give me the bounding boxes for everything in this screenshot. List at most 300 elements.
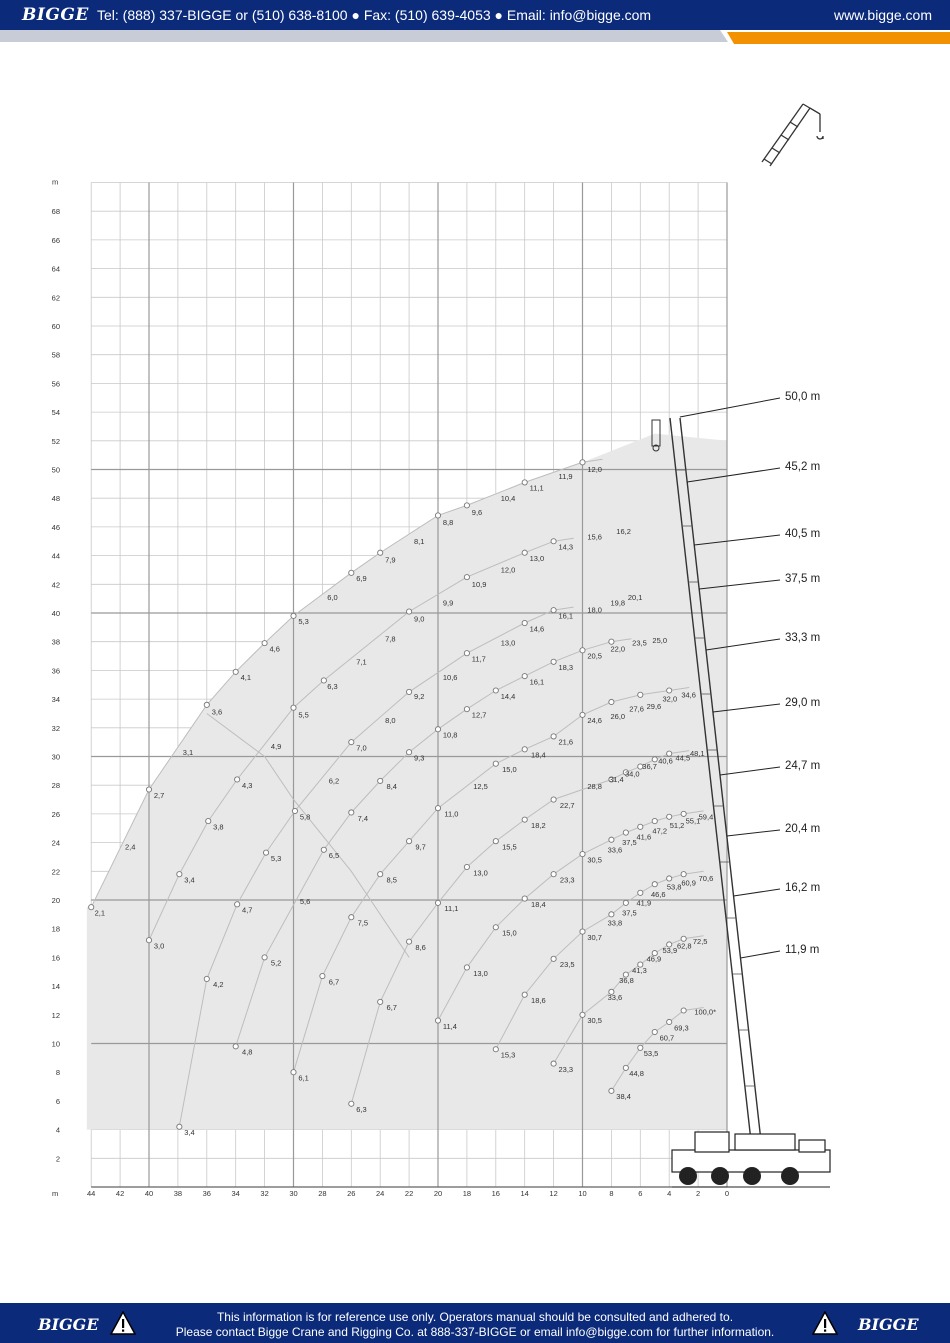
data-point [407, 939, 412, 944]
data-point [522, 620, 527, 625]
point-label: 30,5 [587, 1016, 602, 1026]
data-point [522, 480, 527, 485]
point-label: 55,1 [685, 816, 701, 826]
point-label: 12,0 [500, 565, 516, 575]
y-tick-label: 66 [51, 235, 60, 245]
contact-info: Tel: (888) 337-BIGGE or (510) 638-8100 ● Fax: (510) 639-4053 ● Email: info@bigge.com [97, 7, 652, 23]
data-point [262, 955, 267, 960]
point-label: 7,4 [357, 813, 369, 823]
point-label: 11,4 [442, 1021, 457, 1031]
point-label: 2,4 [124, 842, 136, 852]
data-point [435, 1018, 440, 1023]
x-tick-label: 22 [404, 1189, 414, 1198]
data-point [378, 778, 383, 783]
x-tick-label: 32 [260, 1189, 269, 1198]
x-tick-label: 24 [376, 1189, 385, 1198]
point-label: 3,4 [184, 1128, 195, 1138]
data-point [292, 808, 297, 813]
point-label: 4,2 [213, 980, 224, 990]
y-tick-label: 64 [51, 264, 60, 274]
point-label: 18,2 [531, 820, 546, 830]
point-label: 23,5 [632, 638, 647, 648]
crane-wheel [781, 1167, 799, 1185]
point-label: 70,6 [698, 874, 714, 884]
y-tick-label: 36 [51, 666, 60, 676]
point-label: 9,2 [413, 691, 425, 701]
point-label: 19,8 [610, 598, 626, 608]
data-point [320, 973, 325, 978]
y-tick-label: 54 [51, 408, 60, 418]
point-label: 15,5 [502, 842, 517, 852]
point-label: 8,4 [386, 782, 397, 792]
point-label: 2,7 [153, 790, 165, 800]
y-tick-label: 32 [51, 723, 60, 733]
point-label: 72,5 [692, 937, 708, 947]
point-label: 9,0 [413, 614, 425, 624]
point-label: 21,6 [558, 737, 574, 747]
data-point [652, 882, 657, 887]
point-label: 33,6 [607, 845, 623, 855]
x-tick-label: 42 [115, 1189, 125, 1198]
point-label: 16,1 [529, 677, 545, 687]
y-tick-label: 6 [55, 1096, 60, 1106]
data-point [464, 707, 469, 712]
data-point [522, 674, 527, 679]
data-point [407, 689, 412, 694]
point-label: 18,6 [531, 996, 546, 1006]
data-point [493, 925, 498, 930]
data-point [291, 705, 296, 710]
data-point [681, 872, 686, 877]
point-label: 4,6 [269, 644, 280, 654]
data-point [551, 539, 556, 544]
data-point [235, 902, 240, 907]
data-point [146, 787, 151, 792]
point-label: 5,3 [298, 617, 309, 627]
x-axis-ticks [87, 1189, 729, 1198]
data-point [291, 1070, 296, 1075]
point-label: 5,6 [299, 897, 311, 906]
crane-wheel [743, 1167, 761, 1185]
point-label: 9,6 [471, 508, 483, 518]
point-label: 12,5 [473, 782, 488, 792]
data-point [667, 814, 672, 819]
data-point [233, 1044, 238, 1049]
data-point [551, 734, 556, 739]
y-tick-label: 28 [51, 781, 60, 791]
point-label: 8,0 [385, 716, 396, 726]
point-label: 20,1 [627, 592, 643, 602]
point-label: 16,2 [616, 526, 631, 536]
point-label: 18,3 [558, 663, 574, 673]
data-point [551, 956, 556, 961]
point-label: 8,1 [413, 536, 425, 546]
point-label: 36,7 [642, 762, 657, 772]
point-label: 34,6 [681, 690, 696, 700]
point-label: 9,3 [413, 753, 425, 763]
y-tick-label: 20 [51, 896, 60, 905]
point-label: 32,0 [662, 694, 678, 704]
point-label: 3,8 [213, 822, 224, 832]
y-tick-label: 62 [51, 293, 60, 303]
data-point [493, 688, 498, 693]
point-label: 4,3 [242, 780, 253, 790]
bigge-logo: BIGGE [22, 5, 89, 25]
y-tick-label: 24 [51, 838, 60, 848]
boom-length-label: 40,5 m [785, 528, 821, 540]
point-label: 44,5 [675, 753, 691, 763]
point-label: 10,9 [471, 579, 487, 589]
data-point [493, 1047, 498, 1052]
point-label: 4,7 [242, 905, 253, 915]
data-point [407, 750, 412, 755]
point-label: 14,3 [558, 542, 574, 552]
data-point [609, 699, 614, 704]
x-tick-label: 18 [462, 1189, 472, 1198]
data-point [580, 929, 585, 934]
point-label: 29,6 [646, 701, 662, 711]
point-label: 7,9 [385, 555, 396, 565]
point-label: 4,1 [240, 673, 252, 683]
point-label: 6,3 [327, 681, 338, 691]
point-label: 15,6 [587, 532, 602, 542]
data-point [407, 839, 412, 844]
x-tick-label: 4 [667, 1189, 672, 1198]
data-point [522, 747, 527, 752]
data-point [177, 1124, 182, 1129]
point-label: 8,5 [386, 875, 397, 885]
point-label: 6,9 [356, 574, 367, 584]
point-label: 6,7 [386, 1003, 397, 1013]
y-tick-label: 26 [51, 809, 60, 819]
y-tick-label: 18 [51, 924, 60, 934]
data-point [89, 905, 94, 910]
point-label: 14,6 [529, 624, 545, 634]
data-point [681, 1008, 686, 1013]
point-label: 11,7 [471, 654, 486, 664]
point-label: 23,3 [558, 1064, 574, 1074]
point-label: 7,0 [356, 743, 367, 753]
x-tick-label: 12 [549, 1189, 558, 1198]
x-tick-label: 10 [578, 1189, 587, 1198]
point-label: 18,4 [531, 750, 546, 760]
data-point [204, 702, 209, 707]
point-label: 3,6 [211, 707, 223, 717]
point-label: 13,0 [473, 868, 488, 878]
data-point [464, 651, 469, 656]
point-label: 9,9 [442, 598, 454, 608]
data-point [638, 824, 643, 829]
data-point [321, 678, 326, 683]
y-tick-label: 56 [51, 379, 60, 389]
point-label: 30,7 [587, 932, 602, 942]
data-point [580, 851, 585, 856]
data-point [522, 896, 527, 901]
point-label: 12,0 [587, 465, 602, 475]
point-label: 46,9 [646, 954, 662, 964]
point-label: 4,9 [270, 742, 282, 752]
data-point [321, 847, 326, 852]
data-point [291, 613, 296, 618]
footer-line-1: This information is for reference use only. Operators manual should be consulted and adhered to. [216, 1310, 734, 1324]
point-label: 6,2 [328, 776, 340, 786]
y-tick-label: 30 [51, 752, 60, 762]
data-point [464, 965, 469, 970]
data-point [262, 641, 267, 646]
footer-logo-left: BIGGE [38, 1315, 99, 1334]
y-tick-label: 50 [51, 465, 60, 475]
point-label: 10,6 [442, 673, 458, 683]
boom-length-label: 16,2 m [785, 882, 821, 894]
data-point [235, 777, 240, 782]
point-label: 11,0 [444, 809, 459, 819]
data-point [623, 900, 628, 905]
point-label: 34,0 [624, 769, 640, 779]
data-point [580, 1012, 585, 1017]
data-point [435, 513, 440, 518]
y-tick-label: 10 [51, 1039, 60, 1049]
y-tick-label: 44 [51, 551, 60, 561]
point-label: 41,6 [636, 832, 652, 842]
x-tick-label: 0 [724, 1189, 730, 1198]
point-label: 36,8 [619, 975, 634, 985]
point-label: 2,1 [94, 908, 106, 918]
boom-leader-line [680, 398, 780, 417]
working-range-area [87, 434, 727, 1130]
point-label: 11,1 [444, 904, 459, 914]
data-point [667, 1019, 672, 1024]
point-label: 6,1 [298, 1073, 309, 1083]
data-point [551, 872, 556, 877]
point-label: 11,1 [529, 483, 544, 493]
y-tick-label: 4 [55, 1125, 60, 1135]
point-label: 53,5 [643, 1049, 659, 1059]
data-point [493, 839, 498, 844]
mobile-crane-icon [672, 1132, 830, 1187]
point-label: 33,8 [607, 918, 623, 928]
point-label: 15,0 [502, 764, 517, 774]
point-label: 10,4 [500, 493, 516, 503]
point-label: 53,9 [662, 945, 678, 955]
data-point [638, 692, 643, 697]
point-label: 33,6 [607, 993, 623, 1003]
data-point [667, 876, 672, 881]
point-label: 7,8 [385, 634, 396, 644]
data-point [580, 460, 585, 465]
point-label: 15,0 [502, 928, 517, 938]
point-label: 41,3 [632, 965, 647, 975]
point-label: 23,3 [559, 875, 575, 885]
data-point [349, 570, 354, 575]
boom-length-label: 29,0 m [785, 697, 821, 709]
point-label: 24,6 [587, 716, 602, 726]
boom-length-label: 33,3 m [785, 632, 821, 644]
data-point [204, 976, 209, 981]
x-tick-label: 8 [609, 1189, 614, 1198]
footer-line-2: Please contact Bigge Crane and Rigging Co. at 888-337-BIGGE or email info@bigge.com for further information. [175, 1325, 775, 1339]
x-axis-unit: m [52, 1189, 59, 1198]
y-tick-label: 42 [51, 580, 60, 590]
point-label: 12,7 [471, 710, 487, 720]
footer-disclaimer [150, 1310, 800, 1340]
data-point [580, 648, 585, 653]
point-label: 30,5 [587, 855, 602, 865]
point-label: 60,9 [681, 878, 696, 888]
data-point [378, 999, 383, 1004]
point-label: 23,5 [559, 960, 575, 970]
x-tick-label: 2 [696, 1189, 701, 1198]
point-label: 18,0 [587, 605, 602, 615]
data-point [177, 872, 182, 877]
point-label: 6,7 [328, 977, 340, 987]
data-point [349, 740, 354, 745]
boom-length-label: 11,9 m [785, 944, 820, 956]
y-tick-label: 60 [51, 322, 60, 331]
point-label: 48,1 [689, 749, 705, 759]
point-label: 47,2 [652, 826, 668, 836]
data-point [378, 550, 383, 555]
point-label: 27,6 [629, 704, 644, 714]
y-tick-label: 8 [55, 1068, 60, 1078]
data-point [435, 727, 440, 732]
crane-cab [695, 1132, 729, 1152]
website-link[interactable]: www.bigge.com [833, 7, 932, 23]
data-point [522, 550, 527, 555]
y-tick-label: 12 [51, 1010, 60, 1020]
point-label: 25,0 [652, 635, 668, 645]
data-point [638, 890, 643, 895]
boom-leader-line [740, 951, 780, 958]
y-tick-label: 46 [51, 522, 60, 532]
point-label: 40,6 [658, 756, 673, 766]
point-label: 20,5 [587, 651, 602, 661]
crane-superstructure [735, 1134, 795, 1150]
data-point [407, 609, 412, 614]
point-label: 3,1 [182, 747, 194, 757]
boom-length-label: 50,0 m [785, 391, 821, 403]
header-stripe [0, 30, 950, 46]
footer-bar [0, 1303, 950, 1343]
data-point [263, 850, 268, 855]
data-point [349, 1101, 354, 1106]
data-point [551, 797, 556, 802]
x-tick-label: 6 [638, 1189, 643, 1198]
data-point [522, 817, 527, 822]
crane-wheel [679, 1167, 697, 1185]
y-tick-label: 40 [51, 609, 60, 618]
point-label: 69,3 [674, 1023, 689, 1033]
point-label: 6,5 [328, 851, 340, 861]
point-label: 5,8 [299, 812, 311, 822]
x-tick-label: 36 [202, 1189, 211, 1198]
point-label: 8,8 [442, 518, 454, 528]
point-label: 5,2 [270, 958, 282, 968]
y-axis-ticks [52, 207, 60, 1163]
y-tick-label: 52 [51, 436, 60, 446]
point-label: 13,0 [529, 554, 545, 564]
data-point [551, 659, 556, 664]
point-label: 53,8 [666, 882, 682, 892]
x-tick-label: 40 [144, 1189, 154, 1198]
boom-leader-line [734, 889, 780, 896]
x-tick-label: 26 [347, 1189, 356, 1198]
data-point [206, 818, 211, 823]
crane-counterweight [799, 1140, 825, 1152]
y-axis-unit: m [52, 177, 59, 187]
data-point [623, 830, 628, 835]
load-chart [0, 50, 950, 1210]
data-point [580, 712, 585, 717]
data-point [464, 575, 469, 580]
header-bar [0, 0, 950, 30]
x-tick-label: 14 [520, 1189, 529, 1198]
point-label: 37,5 [622, 908, 637, 918]
data-point [233, 669, 238, 674]
x-tick-label: 28 [318, 1189, 327, 1198]
point-label: 44,8 [629, 1069, 644, 1079]
point-label: 18,4 [531, 899, 546, 909]
data-point [638, 1045, 643, 1050]
point-label: 62,8 [676, 941, 692, 951]
point-label: 28,8 [587, 782, 602, 792]
data-point [667, 688, 672, 693]
point-label: 59,4 [698, 812, 714, 822]
x-tick-label: 34 [231, 1189, 240, 1198]
y-tick-label: 22 [51, 867, 60, 877]
y-tick-label: 16 [51, 953, 60, 963]
point-label: 3,0 [153, 941, 165, 951]
data-point [609, 1088, 614, 1093]
point-label: 15,3 [500, 1050, 516, 1060]
point-label: 3,4 [184, 875, 195, 885]
data-point [435, 806, 440, 811]
point-label: 6,0 [327, 592, 338, 602]
data-point [652, 1029, 657, 1034]
point-label: 6,3 [356, 1105, 367, 1115]
boom-length-label: 37,5 m [785, 573, 821, 585]
data-point [464, 864, 469, 869]
data-point [146, 938, 151, 943]
point-label: 22,7 [559, 800, 575, 810]
point-label: 13,0 [500, 638, 516, 648]
data-point [609, 912, 614, 917]
warning-triangle-icon [110, 1311, 136, 1335]
point-label: 41,9 [636, 898, 652, 908]
data-point [609, 837, 614, 842]
point-label: 14,4 [500, 691, 516, 701]
data-point [623, 1065, 628, 1070]
point-label: 38,4 [616, 1092, 631, 1102]
point-label: 7,1 [356, 657, 367, 667]
y-tick-label: 48 [51, 494, 60, 504]
point-label: 26,0 [610, 711, 626, 721]
point-label: 5,5 [298, 710, 309, 720]
x-tick-label: 16 [491, 1189, 500, 1198]
point-label: 4,8 [242, 1047, 253, 1057]
point-label: 100,0* [694, 1007, 717, 1017]
point-label: 13,0 [473, 968, 488, 978]
y-tick-label: 68 [51, 207, 60, 217]
point-label: 37,5 [622, 838, 637, 848]
y-tick-label: 34 [51, 695, 60, 705]
point-label: 8,6 [415, 942, 426, 952]
point-label: 10,8 [442, 730, 458, 740]
x-tick-label: 44 [87, 1189, 96, 1198]
x-tick-label: 20 [433, 1189, 443, 1198]
boom-length-label: 20,4 m [785, 823, 821, 835]
point-label: 5,3 [270, 853, 282, 863]
point-label: 16,1 [558, 611, 574, 621]
